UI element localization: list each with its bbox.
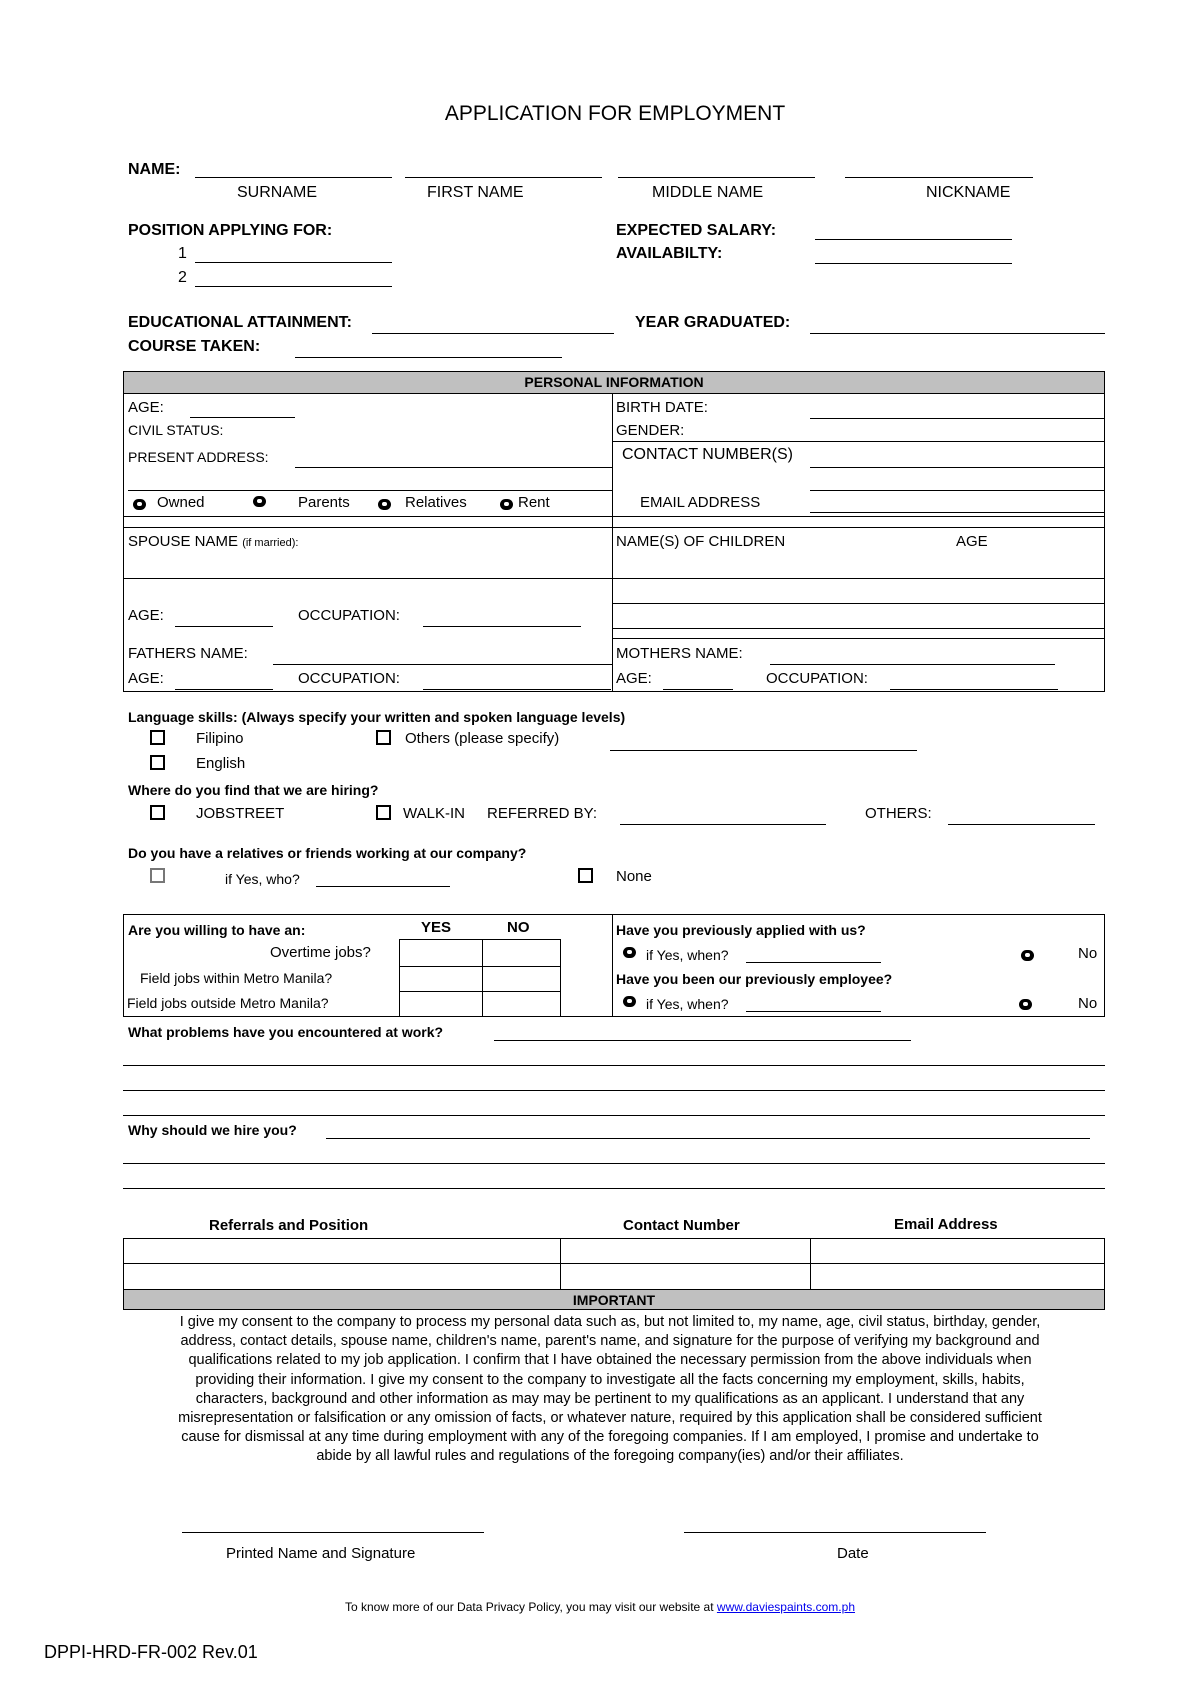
willing-box-right	[1104, 914, 1105, 1017]
year-graduated-line[interactable]	[810, 333, 1105, 334]
applied-if-yes-label: if Yes, when?	[646, 947, 729, 963]
spouse-occupation-line[interactable]	[423, 626, 581, 627]
middle-name-caption: MIDDLE NAME	[652, 184, 764, 201]
referral-cell-2[interactable]	[124, 1264, 560, 1289]
filipino-label: Filipino	[196, 730, 244, 747]
personal-left-border	[123, 394, 124, 691]
consent-line-7: cause for dismissal at any time during employment with any of the foregoing companies. If I am employed, I promise and undertake to	[181, 1429, 1039, 1445]
email-cell-1[interactable]	[811, 1239, 1104, 1263]
previous-employee-question: Have you been our previously employee?	[616, 971, 893, 987]
child-line-3[interactable]	[612, 628, 1105, 629]
relatives-if-yes-label: if Yes, who?	[225, 871, 300, 887]
jobstreet-label: JOBSTREET	[196, 805, 285, 822]
contact-number-label: CONTACT NUMBER(S)	[622, 446, 793, 463]
surname-line[interactable]	[195, 177, 392, 178]
residence-relatives-label: Relatives	[405, 494, 467, 511]
radio-relatives[interactable]	[378, 499, 391, 510]
radio-parents[interactable]	[253, 496, 266, 507]
middle-name-line[interactable]	[618, 177, 815, 178]
mother-occupation-line[interactable]	[890, 689, 1058, 690]
first-name-caption: FIRST NAME	[427, 184, 524, 201]
problems-question: What problems have you encountered at work?	[128, 1024, 444, 1040]
why-hire-line-3[interactable]	[123, 1188, 1105, 1189]
willing-row-within: Field jobs within Metro Manila?	[140, 970, 333, 986]
referrals-table-right	[1104, 1238, 1105, 1289]
willing-question: Are you willing to have an:	[128, 922, 306, 938]
father-age-label: AGE:	[128, 670, 164, 687]
referrals-header: Referrals and Position	[209, 1217, 369, 1234]
child-line-1[interactable]	[612, 578, 1105, 579]
willing-grid-v3	[560, 939, 561, 1016]
fathers-name-label: FATHERS NAME:	[128, 645, 248, 662]
availability-line[interactable]	[815, 263, 1012, 264]
consent-line-6: misrepresentation or falsification or any omission of facts, or whatever nature, required by this application shall be considered sufficient	[178, 1410, 1042, 1426]
language-question: Language skills: (Always specify your written and spoken language levels)	[128, 709, 626, 725]
willing-row-overtime: Overtime jobs?	[270, 944, 371, 961]
others-language-label: Others (please specify)	[405, 730, 560, 747]
age-label: AGE:	[128, 399, 164, 416]
expected-salary-line[interactable]	[815, 239, 1012, 240]
child-line-2[interactable]	[612, 603, 1105, 604]
spouse-note: (if married):	[242, 537, 299, 549]
website-link[interactable]: www.daviespaints.com.ph	[716, 1600, 855, 1614]
employee-no-label: No	[1078, 995, 1098, 1012]
why-hire-line-1[interactable]	[326, 1138, 1090, 1139]
personal-information-header: PERSONAL INFORMATION	[123, 371, 1105, 394]
spouse-occupation-label: OCCUPATION:	[298, 607, 400, 624]
email-cell-2[interactable]	[811, 1264, 1104, 1289]
others-hiring-label: OTHERS:	[865, 805, 932, 822]
applied-no-label: No	[1078, 945, 1098, 962]
printed-name-signature-label: Printed Name and Signature	[226, 1545, 416, 1562]
position-label: POSITION APPLYING FOR:	[128, 222, 333, 239]
consent-line-4: providing their information. I give my consent to the company to investigate all the facts concerning my employment, skills, habits,	[195, 1372, 1025, 1388]
children-age-label: AGE	[956, 533, 988, 550]
spouse-row-top	[123, 527, 1105, 528]
nickname-caption: NICKNAME	[926, 184, 1011, 201]
privacy-text: To know more of our Data Privacy Policy, you may visit our website at	[344, 1600, 714, 1614]
email-address-header: Email Address	[894, 1216, 998, 1233]
willing-no-header: NO	[507, 919, 530, 936]
mother-occupation-label: OCCUPATION:	[766, 670, 868, 687]
date-label: Date	[837, 1545, 869, 1562]
within-metro-yes-cell[interactable]	[400, 967, 482, 991]
date-line[interactable]	[684, 1532, 986, 1533]
father-age-line[interactable]	[175, 689, 273, 690]
name-label: NAME:	[128, 161, 181, 178]
referred-by-label: REFERRED BY:	[487, 805, 598, 822]
email-address-line[interactable]	[810, 512, 1105, 513]
surname-caption: SURNAME	[237, 184, 318, 201]
position-1-line[interactable]	[195, 262, 392, 263]
contact-cell-1[interactable]	[561, 1239, 810, 1263]
contact-number-header: Contact Number	[623, 1217, 740, 1234]
form-code: DPPI-HRD-FR-002 Rev.01	[44, 1642, 258, 1662]
civil-status-label: CIVIL STATUS:	[128, 422, 224, 438]
mother-age-line[interactable]	[663, 689, 733, 690]
checkbox-others-language[interactable]	[376, 730, 391, 745]
checkbox-filipino[interactable]	[150, 730, 165, 745]
gender-line[interactable]	[612, 441, 1105, 442]
age-line[interactable]	[190, 417, 295, 418]
mother-age-label: AGE:	[616, 670, 652, 687]
others-language-line[interactable]	[610, 750, 917, 751]
father-occupation-label: OCCUPATION:	[298, 670, 400, 687]
educational-attainment-line[interactable]	[372, 333, 614, 334]
relatives-who-line[interactable]	[316, 886, 450, 887]
nickname-line[interactable]	[845, 177, 1033, 178]
radio-employee-yes[interactable]	[623, 996, 636, 1007]
consent-line-2: address, contact details, spouse name, children's name, parent's name, and signature for the purpose of verifying my background and	[180, 1333, 1040, 1349]
position-2-line[interactable]	[195, 286, 392, 287]
why-hire-question: Why should we hire you?	[128, 1122, 297, 1138]
willing-row-outside: Field jobs outside Metro Manila?	[127, 995, 329, 1011]
radio-applied-yes[interactable]	[623, 947, 636, 958]
father-occupation-line[interactable]	[423, 689, 611, 690]
spouse-name-text: SPOUSE NAME	[128, 533, 239, 550]
consent-line-5: characters, background and other information as may may be pertinent to my qualifications as an applicant. I understand that any	[195, 1391, 1025, 1407]
availability-label: AVAILABILTY:	[616, 245, 723, 262]
checkbox-jobstreet[interactable]	[150, 805, 165, 820]
willing-box-bottom	[123, 1016, 1105, 1017]
english-label: English	[196, 755, 246, 772]
contact-number-line[interactable]	[810, 467, 1105, 468]
willing-box-top	[123, 914, 1105, 915]
radio-applied-no[interactable]	[1021, 950, 1034, 961]
mothers-name-label: MOTHERS NAME:	[616, 645, 743, 662]
residence-row-bottom	[123, 516, 1105, 517]
outside-metro-no-cell[interactable]	[483, 992, 560, 1016]
personal-center-divider	[612, 394, 613, 691]
radio-rent[interactable]	[500, 499, 513, 510]
educational-attainment-label: EDUCATIONAL ATTAINMENT:	[128, 314, 352, 331]
position-number-2: 2	[178, 269, 187, 286]
why-hire-line-2[interactable]	[123, 1163, 1105, 1164]
child-line-4[interactable]	[612, 638, 1105, 639]
problems-line-4[interactable]	[123, 1115, 1105, 1116]
others-hiring-line[interactable]	[948, 824, 1095, 825]
present-address-label: PRESENT ADDRESS:	[128, 449, 269, 465]
residence-rent-label: Rent	[518, 494, 550, 511]
employee-if-yes-label: if Yes, when?	[646, 996, 729, 1012]
outside-metro-yes-cell[interactable]	[400, 992, 482, 1016]
spouse-age-label: AGE:	[128, 607, 164, 624]
year-graduated-label: YEAR GRADUATED:	[635, 314, 791, 331]
page-title: APPLICATION FOR EMPLOYMENT	[444, 102, 786, 125]
signature-line[interactable]	[182, 1532, 484, 1533]
mothers-name-line[interactable]	[770, 664, 1055, 665]
checkbox-relatives-yes[interactable]	[150, 868, 165, 883]
fathers-name-line[interactable]	[273, 664, 613, 665]
problems-line-2[interactable]	[123, 1065, 1105, 1066]
personal-table-bottom	[123, 691, 1105, 692]
personal-right-border	[1104, 394, 1105, 691]
willing-box-left	[123, 914, 124, 1017]
present-address-line[interactable]	[295, 467, 613, 468]
first-name-line[interactable]	[405, 177, 602, 178]
employee-when-line[interactable]	[746, 1011, 881, 1012]
checkbox-walkin[interactable]	[376, 805, 391, 820]
privacy-notice	[0, 1600, 1200, 1614]
spouse-age-line[interactable]	[175, 626, 273, 627]
consent-line-8: abide by all lawful rules and regulations of the foregoing company(ies) and/or their affiliates.	[316, 1448, 904, 1464]
residence-owned-label: Owned	[157, 494, 205, 511]
problems-line-1[interactable]	[494, 1040, 911, 1041]
birth-date-line[interactable]	[810, 418, 1105, 419]
residence-parents-label: Parents	[298, 494, 350, 511]
children-label: NAME(S) OF CHILDREN	[616, 533, 786, 550]
relatives-question: Do you have a relatives or friends working at our company?	[128, 845, 527, 861]
overtime-no-cell[interactable]	[483, 940, 560, 966]
walkin-label: WALK-IN	[403, 805, 465, 822]
referral-cell-1[interactable]	[124, 1239, 560, 1263]
expected-salary-label: EXPECTED SALARY:	[616, 222, 777, 239]
course-taken-label: COURSE TAKEN:	[128, 338, 261, 355]
important-header: IMPORTANT	[123, 1289, 1105, 1310]
spouse-name-label	[128, 533, 298, 550]
contact-number-line-2[interactable]	[810, 490, 1105, 491]
course-taken-line[interactable]	[295, 357, 562, 358]
referred-by-line[interactable]	[620, 824, 826, 825]
willing-yes-header: YES	[421, 919, 452, 936]
checkbox-english[interactable]	[150, 755, 165, 770]
hiring-question: Where do you find that we are hiring?	[128, 782, 379, 798]
relatives-none-label: None	[616, 868, 652, 885]
willing-box-divider	[612, 914, 613, 1017]
email-address-label: EMAIL ADDRESS	[640, 494, 761, 511]
checkbox-relatives-none[interactable]	[578, 868, 593, 883]
problems-line-3[interactable]	[123, 1090, 1105, 1091]
radio-employee-no[interactable]	[1019, 999, 1032, 1010]
present-address-line-2[interactable]	[128, 490, 613, 491]
position-number-1: 1	[178, 245, 187, 262]
overtime-yes-cell[interactable]	[400, 940, 482, 966]
spouse-name-line[interactable]	[123, 578, 613, 579]
previously-applied-question: Have you previously applied with us?	[616, 922, 866, 938]
birth-date-label: BIRTH DATE:	[616, 399, 708, 416]
contact-cell-2[interactable]	[561, 1264, 810, 1289]
consent-line-3: qualifications related to my job application. I confirm that I have obtained the necessary permission from the above individuals when	[188, 1352, 1032, 1368]
gender-label: GENDER:	[616, 422, 685, 439]
applied-when-line[interactable]	[746, 962, 881, 963]
consent-line-1: I give my consent to the company to process my personal data such as, but not limited to, my name, age, civil status, birthday, gender,	[179, 1314, 1041, 1330]
within-metro-no-cell[interactable]	[483, 967, 560, 991]
radio-owned[interactable]	[133, 499, 146, 510]
